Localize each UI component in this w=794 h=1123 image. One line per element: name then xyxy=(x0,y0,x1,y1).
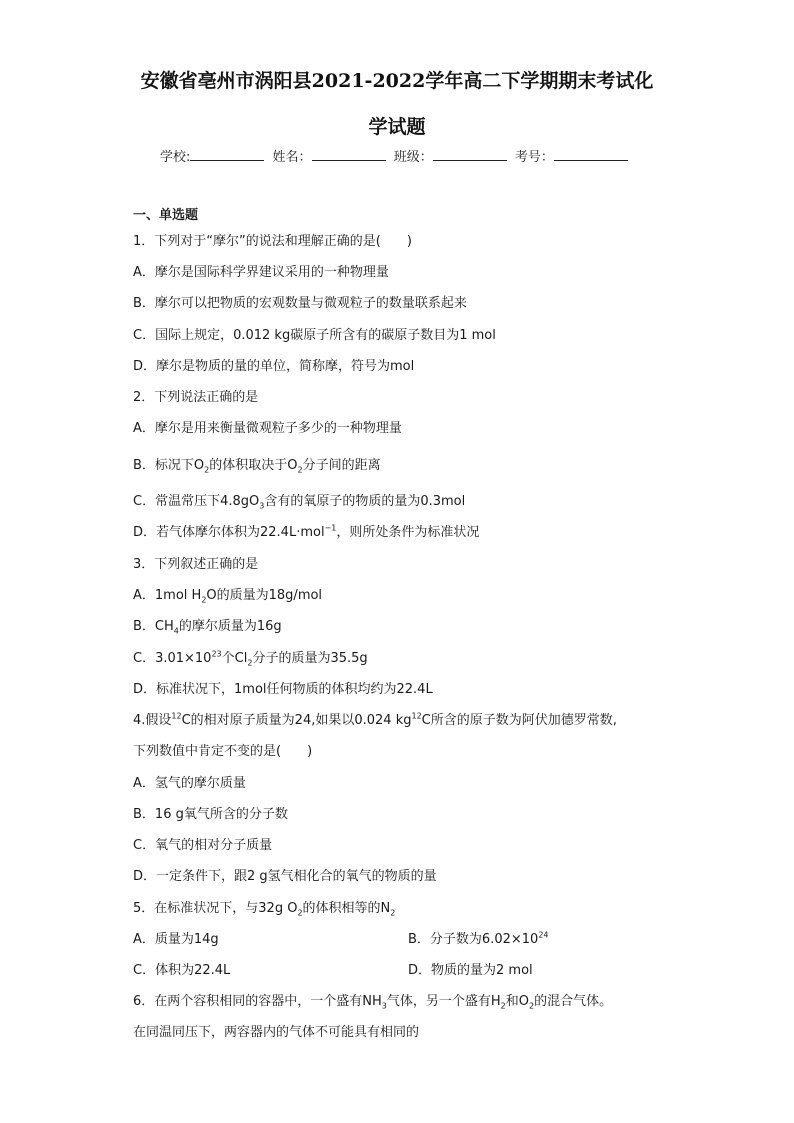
q1-stem: 1．下列对于“摩尔”的说法和理解正确的是( ) xyxy=(133,234,412,249)
q3-option-c: C．$3.01\times 10^{23}$个$Cl_2$分子的质量为35.5g xyxy=(133,649,368,668)
document-title-line-2: 学试题 xyxy=(368,116,426,138)
q3-stem: 3．下列叙述正确的是 xyxy=(133,557,259,572)
q5-options-row-1 xyxy=(133,931,733,949)
q5-options-row-2 xyxy=(133,962,733,980)
q4-stem-line-1: 4.假设$^{12}$C的相对原子质量为24,如果以0.024 $kg^{12}C$所含的原子数为阿伏加德罗常数, xyxy=(133,711,617,728)
q5-option-c: C．体积为22.4L xyxy=(133,963,231,978)
school-label: 学校: xyxy=(160,150,191,165)
q1-option-a: A．摩尔是国际科学界建议采用的一种物理量 xyxy=(133,265,389,280)
q6-stem-line-2: 在同温同压下，两容器内的气体不可能具有相同的 xyxy=(133,1025,420,1040)
q3-option-b: B．$CH_4$的摩尔质量为16g xyxy=(133,619,282,636)
q2-option-a: A．摩尔是用来衡量微观粒子多少的一种物理量 xyxy=(133,421,402,436)
document-title-line-1: 安徽省亳州市涡阳县2021-2022学年高二下学期期末考试化 xyxy=(140,70,654,92)
class-label: 班级： xyxy=(393,150,433,165)
name-label: 姓名： xyxy=(272,150,312,165)
name-blank[interactable] xyxy=(312,148,386,161)
q5-stem: 5．在标准状况下，与32g $O_2$的体积相等的$N_2$ xyxy=(133,901,396,918)
q6-stem-line-1: 6．在两个容积相同的容器中，一个盛有$NH_3$气体，另一个盛有$H_2$和$O_2$的混合气体。 xyxy=(133,994,613,1011)
q2-option-c: C．常温常压下$4.8gO_3$含有的氧原子的物质的量为0.3mol xyxy=(133,494,466,511)
q2-option-b: B．标况下$O_2$的体积取决于$O_2$分子间的距离 xyxy=(133,458,381,475)
class-blank[interactable] xyxy=(433,148,507,161)
q3-option-a: A．1mol $H_2O$的质量为18g/mol xyxy=(133,588,323,605)
q4-option-b: B．16 g氧气所含的分子数 xyxy=(133,807,288,822)
student-info-line xyxy=(160,146,632,165)
q1-option-d: D．摩尔是物质的量的单位，简称摩，符号为mol xyxy=(133,359,415,374)
q5-option-b: B．分子数为$6.02\times 10^{24}$ xyxy=(408,930,549,947)
section-heading: 一、单选题 xyxy=(133,208,199,223)
q5-option-a: A．质量为14g xyxy=(133,932,219,947)
q4-option-c: C．氧气的相对分子质量 xyxy=(133,838,273,853)
q4-option-a: A．氢气的摩尔质量 xyxy=(133,776,246,791)
q1-option-b: B．摩尔可以把物质的宏观数量与微观粒子的数量联系起来 xyxy=(133,296,467,311)
school-blank[interactable] xyxy=(190,148,264,161)
q2-option-d: D．若气体摩尔体积为22.4L·mol$^{-1}$，则所处条件为标准状况 xyxy=(133,523,480,540)
q5-option-d: D．物质的量为2 mol xyxy=(408,963,533,978)
q2-stem: 2．下列说法正确的是 xyxy=(133,390,259,405)
q1-option-c: C．国际上规定，0.012 kg碳原子所含有的碳原子数目为1 mol xyxy=(133,328,496,343)
q4-stem-line-2: 下列数值中肯定不变的是( ) xyxy=(133,744,313,759)
q3-option-d: D．标准状况下，1mol任何物质的体积均约为22.4L xyxy=(133,682,433,697)
number-label: 考号： xyxy=(514,150,554,165)
q4-option-d: D．一定条件下，跟2 g氢气相化合的氧气的物质的量 xyxy=(133,869,437,884)
number-blank[interactable] xyxy=(554,148,628,161)
